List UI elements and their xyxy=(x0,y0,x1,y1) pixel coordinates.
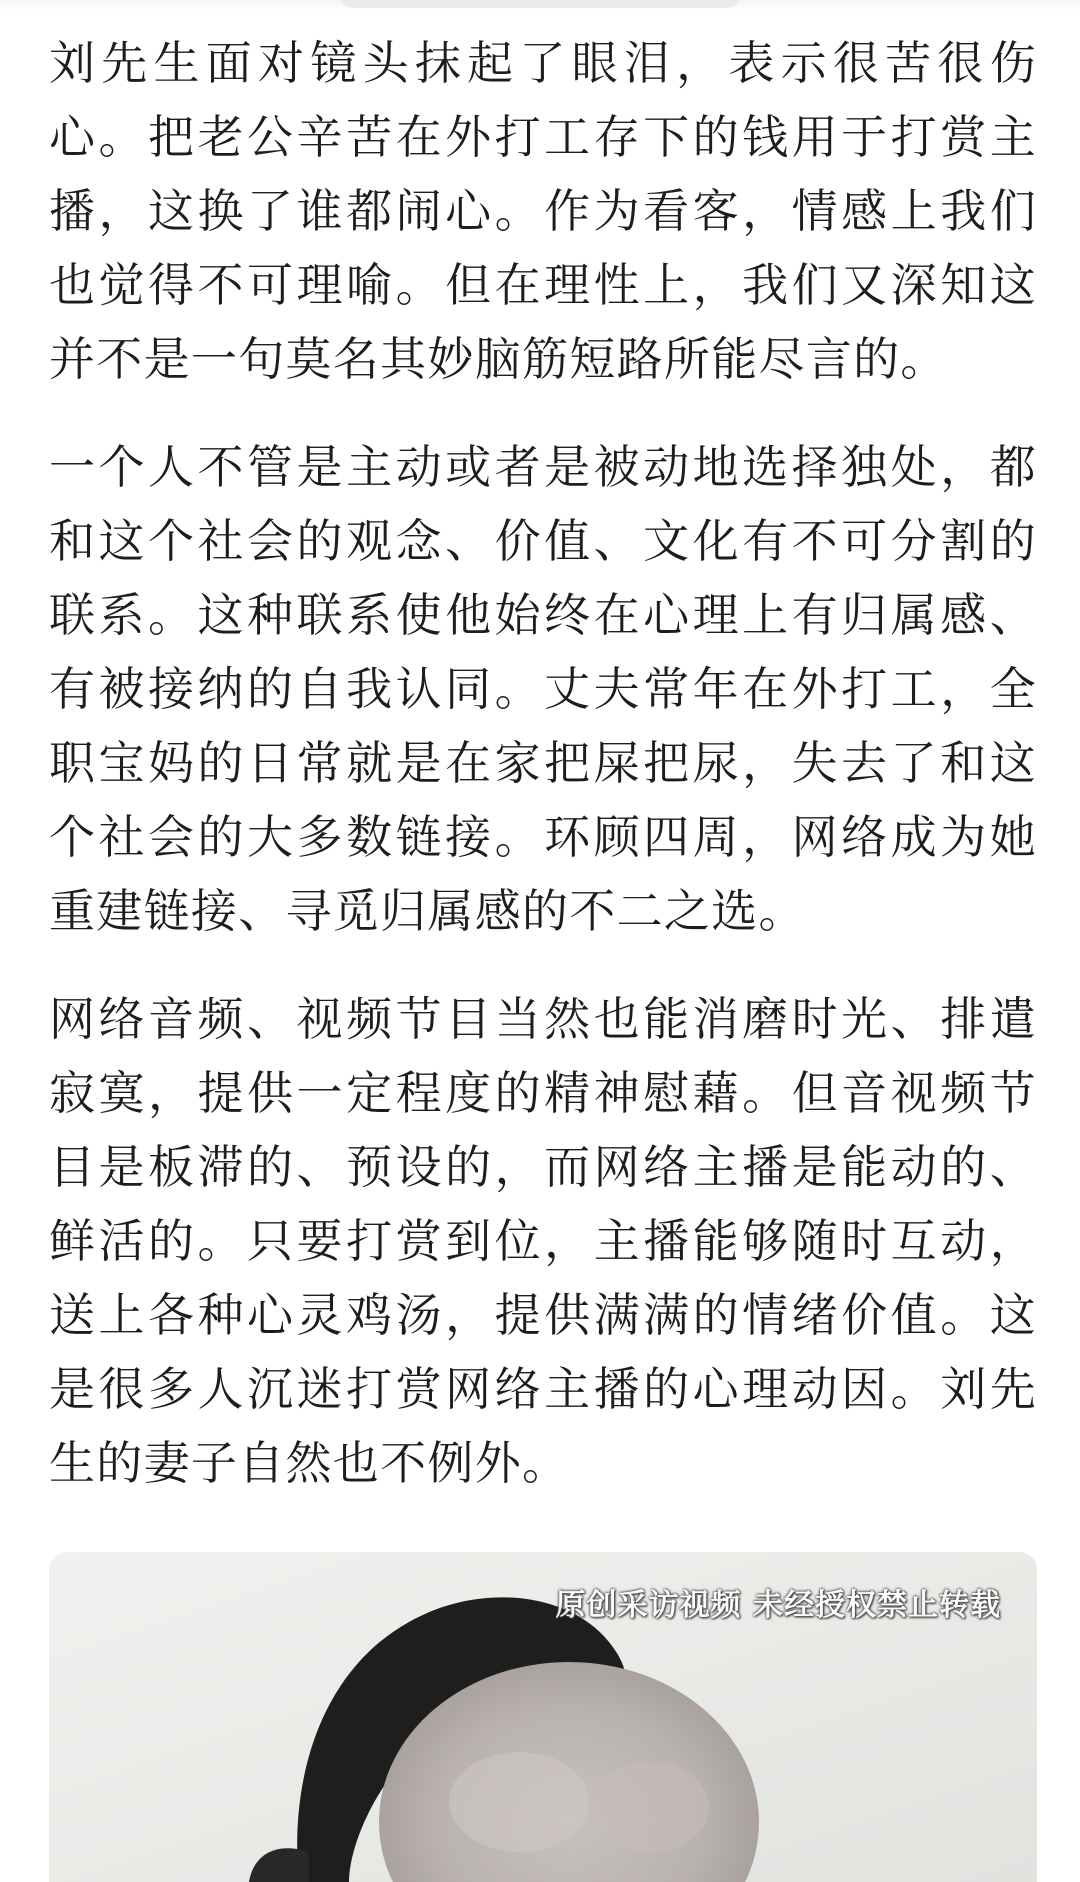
article-paragraph-3: 网络音频、视频节目当然也能消磨时光、排遣寂寞，提供一定程度的精神慰藉。但音视频节目是板滞的、预设的，而网络主播是能动的、鲜活的。只要打赏到位，主播能够随时互动，送上各种心灵鸡汤，提供满满的情绪价值。这是很多人沉迷打赏网络主播的心理动因。刘先生的妻子自然也不例外。 xyxy=(49,992,1037,1490)
article-image[interactable] xyxy=(49,1552,1037,1882)
video-watermark: 原创采访视频 未经授权禁止转载 xyxy=(555,1588,1001,1623)
previous-element-fragment xyxy=(340,0,740,8)
article-body xyxy=(49,26,1037,1534)
article-paragraph-2: 一个人不管是主动或者是被动地选择独处，都和这个社会的观念、价值、文化有不可分割的联系。这种联系使他始终在心理上有归属感、有被接纳的自我认同。丈夫常年在外打工，全职宝妈的日常就是在家把屎把尿，失去了和这个社会的大多数链接。环顾四周，网络成为她重建链接、寻觅归属感的不二之选。 xyxy=(49,440,1037,938)
article-paragraph-1: 刘先生面对镜头抹起了眼泪，表示很苦很伤心。把老公辛苦在外打工存下的钱用于打赏主播，这换了谁都闹心。作为看客，情感上我们也觉得不可理喻。但在理性上，我们又深知这并不是一句莫名其妙脑筋短路所能尽言的。 xyxy=(49,36,1037,386)
